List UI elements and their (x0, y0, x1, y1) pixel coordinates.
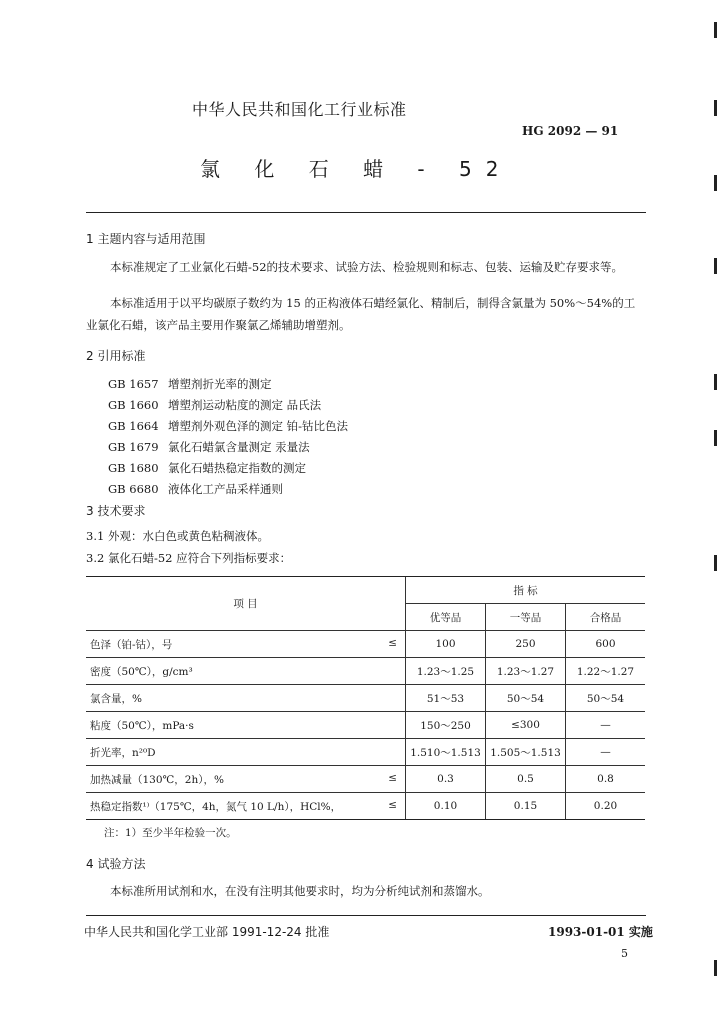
value-cell: 0.3 (406, 766, 486, 793)
value-cell: 50～54 (566, 685, 646, 712)
item-name: 密度（50℃），g/cm³ (90, 665, 193, 678)
reference-code: GB 1657 (108, 377, 159, 391)
scan-mark (714, 960, 717, 976)
reference-title: 增塑剂运动粘度的测定 品氏法 (168, 398, 322, 412)
scan-mark (714, 100, 717, 116)
reference-code: GB 1660 (108, 398, 159, 412)
table-row (86, 685, 645, 712)
reference-item (108, 481, 283, 497)
item-name: 色泽（铂-钴），号 (90, 638, 173, 651)
item-name-cell (86, 712, 406, 739)
scan-mark (714, 430, 717, 446)
value-cell: 0.10 (406, 793, 486, 820)
value-cell: 0.15 (486, 793, 566, 820)
item-column-header: 项 目 (86, 577, 406, 631)
section-2-heading: 2 引用标准 (86, 349, 146, 363)
limit-symbol: ≤ (388, 772, 397, 784)
value-cell: 100 (406, 631, 486, 658)
reference-title: 氯化石蜡氯含量测定 汞量法 (168, 440, 310, 454)
scan-mark (714, 22, 717, 38)
item-name-cell (86, 739, 406, 766)
value-cell: — (566, 712, 646, 739)
standard-title: 中华人民共和国化工行业标准 (192, 100, 407, 119)
footer-divider (86, 915, 646, 916)
header-divider (86, 212, 646, 213)
value-cell: 1.510～1.513 (406, 739, 486, 766)
value-cell: 250 (486, 631, 566, 658)
effective-date: 1993-01-01 实施 (548, 925, 653, 939)
section-4-heading: 4 试验方法 (86, 857, 146, 871)
product-title: 氯 化 石 蜡 - 52 (200, 157, 513, 181)
specification-table (86, 576, 645, 820)
index-column-header: 指 标 (406, 577, 646, 604)
table-header-row (86, 577, 645, 604)
item-name: 热稳定指数¹⁾（175℃，4h，氮气 10 L/h），HCl%， (90, 800, 342, 813)
scan-mark (714, 175, 717, 191)
value-cell: 1.505～1.513 (486, 739, 566, 766)
value-cell: 50～54 (486, 685, 566, 712)
table-note: 注：1）至少半年检验一次。 (104, 827, 237, 839)
section-1-heading: 1 主题内容与适用范围 (86, 232, 206, 246)
value-cell: ≤300 (486, 712, 566, 739)
table-row (86, 658, 645, 685)
item-name-cell (86, 793, 406, 820)
value-cell: 0.8 (566, 766, 646, 793)
item-3-2: 3.2 氯化石蜡-52 应符合下列指标要求： (86, 551, 292, 565)
section-4-paragraph: 本标准所用试剂和水，在没有注明其他要求时，均为分析纯试剂和蒸馏水。 (110, 884, 490, 898)
value-cell: 1.22～1.27 (566, 658, 646, 685)
limit-symbol: ≤ (388, 799, 397, 811)
value-cell: — (566, 739, 646, 766)
table-row (86, 631, 645, 658)
value-cell: 150～250 (406, 712, 486, 739)
item-name-cell (86, 631, 406, 658)
scan-mark (714, 374, 717, 390)
value-cell: 0.5 (486, 766, 566, 793)
value-cell: 600 (566, 631, 646, 658)
item-name: 折光率，n²⁰D (90, 746, 156, 759)
table-row (86, 793, 645, 820)
section-1-paragraph-1: 本标准规定了工业氯化石蜡-52的技术要求、试验方法、检验规则和标志、包装、运输及贮存要求等。 (110, 260, 624, 274)
reference-title: 增塑剂折光率的测定 (168, 377, 272, 391)
table-row (86, 739, 645, 766)
page-number: 5 (621, 947, 628, 960)
table-row (86, 766, 645, 793)
reference-code: GB 1679 (108, 440, 159, 454)
item-3-1: 3.1 外观：水白色或黄色粘稠液体。 (86, 529, 269, 543)
item-name-cell (86, 685, 406, 712)
scan-mark (714, 555, 717, 571)
value-cell: 51～53 (406, 685, 486, 712)
reference-code: GB 1664 (108, 419, 159, 433)
value-cell: 0.20 (566, 793, 646, 820)
reference-code: GB 1680 (108, 461, 159, 475)
section-3-heading: 3 技术要求 (86, 504, 146, 518)
value-cell: 1.23～1.27 (486, 658, 566, 685)
table-row (86, 712, 645, 739)
reference-code: GB 6680 (108, 482, 159, 496)
grade-header: 合格品 (566, 604, 646, 631)
grade-header: 一等品 (486, 604, 566, 631)
reference-title: 增塑剂外观色泽的测定 铂-钴比色法 (168, 419, 349, 433)
approval-line: 中华人民共和国化学工业部 1991-12-24 批准 (84, 925, 330, 939)
item-name: 氯含量，% (90, 692, 142, 705)
limit-symbol: ≤ (388, 637, 397, 649)
item-name: 粘度（50℃），mPa·s (90, 719, 194, 732)
scan-mark (714, 258, 717, 274)
grade-header: 优等品 (406, 604, 486, 631)
reference-item (108, 418, 348, 434)
reference-title: 液体化工产品采样通则 (168, 482, 283, 496)
reference-item (108, 460, 306, 476)
item-name-cell (86, 766, 406, 793)
reference-item (108, 397, 321, 413)
item-name-cell (86, 658, 406, 685)
standard-code: HG 2092 — 91 (522, 124, 619, 138)
reference-item (108, 376, 272, 392)
reference-item (108, 439, 310, 455)
reference-title: 氯化石蜡热稳定指数的测定 (168, 461, 306, 475)
value-cell: 1.23～1.25 (406, 658, 486, 685)
item-name: 加热减量（130℃，2h），% (90, 773, 224, 786)
section-1-paragraph-2: 本标准适用于以平均碳原子数约为 15 的正构液体石蜡经氯化、精制后，制得含氯量为 50%～54%的工业氯化石蜡，该产品主要用作聚氯乙烯辅助增塑剂。 (86, 296, 636, 332)
